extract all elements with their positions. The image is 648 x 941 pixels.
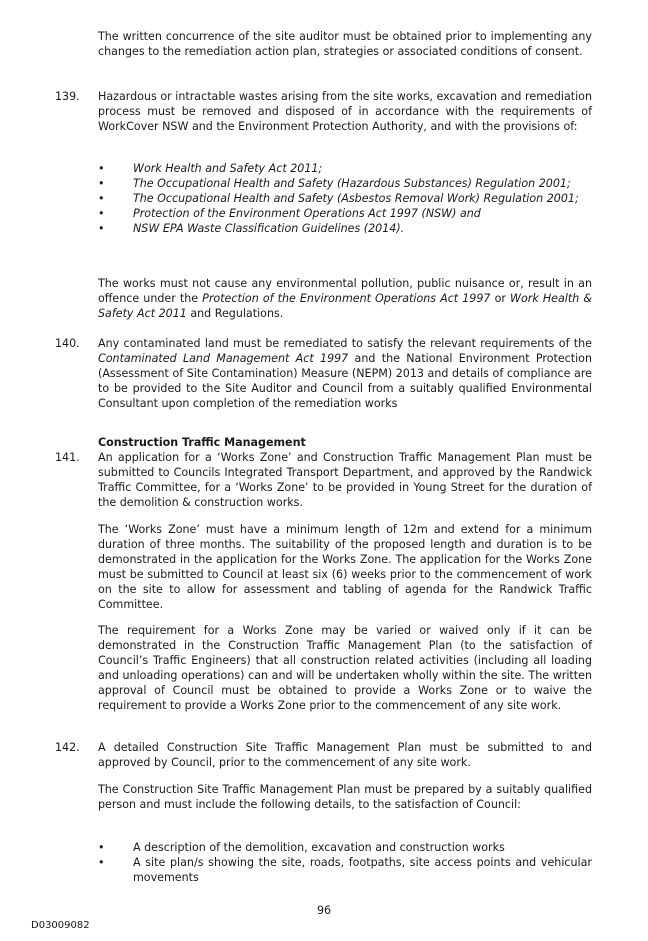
bullet: • [98,177,105,190]
condition-number-140: 140. [55,337,80,350]
condition-139-text: Hazardous or intractable wastes arising from the site works, excavation and remediation process must be removed and disposed of in accordance with the requirements of WorkCover NSW and the Environment Protection Authority, and with the provisions of: [98,90,592,133]
condition-number-139: 139. [55,90,80,103]
plan-details-list [98,840,592,885]
document-reference: D03009082 [31,920,90,931]
condition-141-paragraph-1: An application for a ‘Works Zone’ and Construction Traffic Management Plan must be submitted to Councils Integrated Transport Department, and approved by the Randwick Traffic Committee, for a ‘Works Zone’ to be provided in Young Street for the duration of the demolition & construction works. [98,451,592,509]
condition-139-note: The works must not cause any environmental pollution, public nuisance or, result in an offence under the Protection of the Environment Operations Act 1997 or Work Health & Safety Act 2011 and Regulations. [98,277,593,320]
list-item: • A site plan/s showing the site, roads, footpaths, site access points and vehicular movements [98,856,592,884]
section-heading: Construction Traffic Management [98,436,306,449]
condition-number-141: 141. [55,451,80,464]
list-item: • The Occupational Health and Safety (Hazardous Substances) Regulation 2001; [98,177,571,190]
list-item: • A description of the demolition, excavation and construction works [98,841,505,854]
list-item: • Work Health and Safety Act 2011; [98,162,323,175]
bullet: • [98,222,105,235]
page-number: 96 [316,904,332,917]
bullet: • [98,192,105,205]
condition-141-paragraph-3: The requirement for a Works Zone may be varied or waived only if it can be demonstrated in the Construction Traffic Management Plan (to the satisfaction of Council’s Traffic Engineers) that all construction related activities (including all loading and unloading operations) can and will be undertaken wholly within the site. The written approval of Council must be obtained to provide a Works Zone or to waive the requirement to provide a Works Zone prior to the commencement of any site work. [98,624,592,712]
condition-141-paragraph-2: The ‘Works Zone’ must have a minimum length of 12m and extend for a minimum duration of three months. The suitability of the proposed length and duration is to be demonstrated in the application for the Works Zone. The application for the Works Zone must be submitted to Council at least six (6) weeks prior to the commencement of work on the site to allow for assessment and tabling of agenda for the Randwick Traffic Committee. [98,523,592,611]
condition-number-142: 142. [55,741,80,754]
condition-142-paragraph-1: A detailed Construction Site Traffic Management Plan must be submitted to and approved by Council, prior to the commencement of any site work. [98,741,592,769]
legislation-list [98,161,592,236]
condition-142-paragraph-2: The Construction Site Traffic Management Plan must be prepared by a suitably qualified person and must include the following details, to the satisfaction of Council: [98,783,592,811]
bullet: • [98,162,105,175]
bullet: • [98,841,105,854]
intro-paragraph: The written concurrence of the site auditor must be obtained prior to implementing any changes to the remediation action plan, strategies or associated conditions of consent. [98,30,592,58]
list-item: • The Occupational Health and Safety (Asbestos Removal Work) Regulation 2001; [98,192,579,205]
list-item: • Protection of the Environment Operations Act 1997 (NSW) and [98,207,481,220]
bullet: • [98,856,105,869]
list-item: • NSW EPA Waste Classification Guidelines (2014). [98,222,405,235]
bullet: • [98,207,105,220]
condition-140-text: Any contaminated land must be remediated to satisfy the relevant requirements of the Contaminated Land Management Act 1997 and the National Environment Protection (Assessment of Site Contamination) Measure (NEPM) 2013 and details of compliance are to be provided to the Site Auditor and Council from a suitably qualified Environmental Consultant upon completion of the remediation works [98,337,593,410]
